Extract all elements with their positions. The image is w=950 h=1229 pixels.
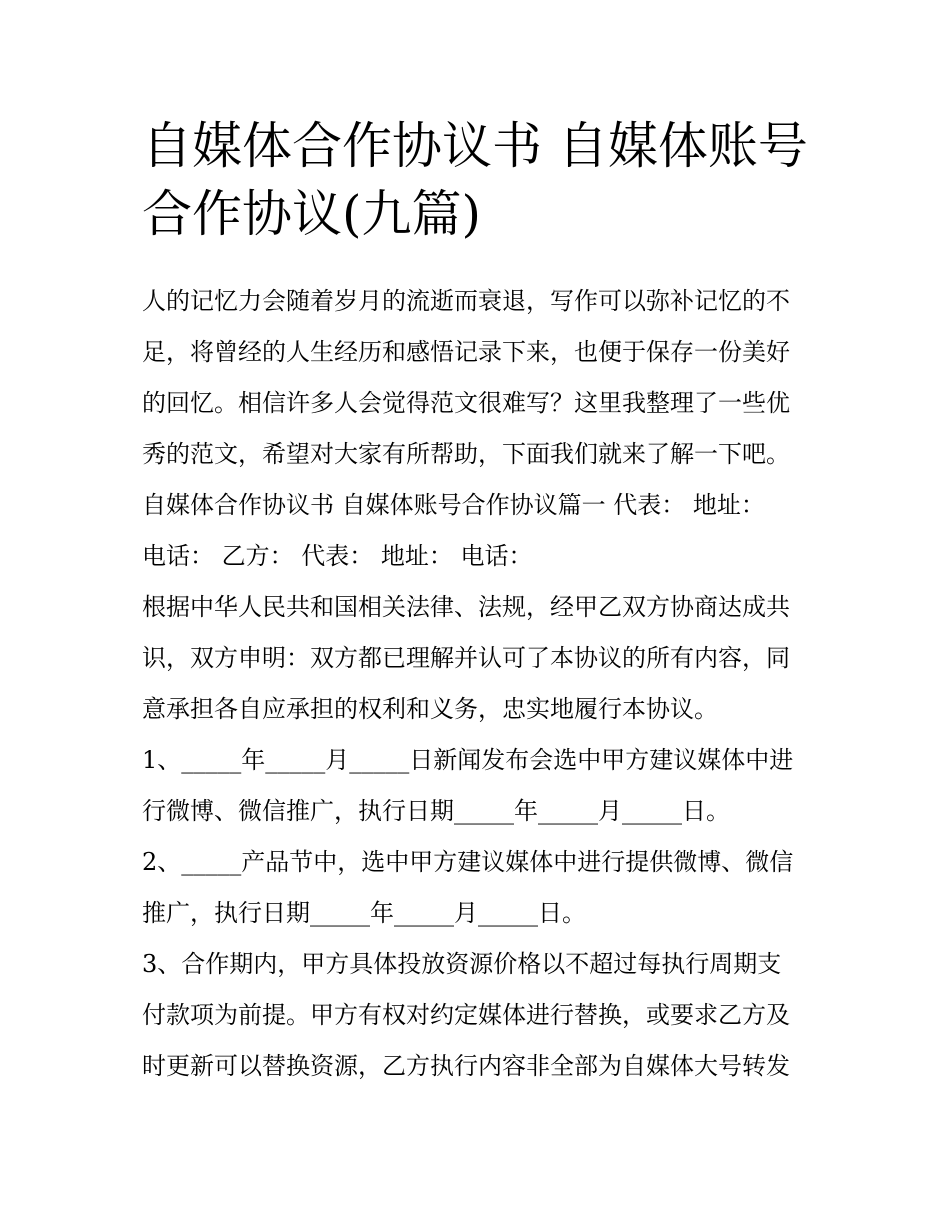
paragraph-line: 足，将曾经的人生经历和感悟记录下来，也便于保存一份美好	[142, 338, 790, 366]
clause-line: 1、_____年_____月_____日新闻发布会选中甲方建议媒体中进	[142, 746, 794, 774]
paragraph-line: 秀的范文，希望对大家有所帮助，下面我们就来了解一下吧。	[142, 440, 790, 468]
document-title: 自媒体合作协议书 自媒体账号 合作协议(九篇)	[142, 117, 808, 243]
paragraph-line: 根据中华人民共和国相关法律、法规，经甲乙双方协商达成共	[142, 593, 790, 621]
clause-line: 推广，执行日期_____年_____月_____日。	[142, 899, 586, 927]
clause-line: 时更新可以替换资源，乙方执行内容非全部为自媒体大号转发	[142, 1052, 790, 1080]
paragraph-line: 识，双方申明：双方都已理解并认可了本协议的所有内容，同	[142, 644, 790, 672]
paragraph-line: 自媒体合作协议书 自媒体账号合作协议篇一 代表： 地址：	[142, 491, 765, 519]
paragraph-line: 人的记忆力会随着岁月的流逝而衰退，写作可以弥补记忆的不	[142, 287, 790, 315]
paragraph-line: 电话： 乙方： 代表： 地址： 电话：	[142, 542, 533, 570]
paragraph-line: 意承担各自应承担的权利和义务，忠实地履行本协议。	[142, 695, 718, 723]
clause-line: 行微博、微信推广，执行日期_____年_____月_____日。	[142, 797, 730, 825]
clause-line: 3、合作期内，甲方具体投放资源价格以不超过每执行周期支	[142, 950, 782, 978]
document-body	[142, 276, 822, 1092]
clause-line: 付款项为前提。甲方有权对约定媒体进行替换，或要求乙方及	[142, 1001, 790, 1029]
clause-line: 2、_____产品节中，选中甲方建议媒体中进行提供微博、微信	[142, 848, 794, 876]
paragraph-line: 的回忆。相信许多人会觉得范文很难写？这里我整理了一些优	[142, 389, 790, 417]
